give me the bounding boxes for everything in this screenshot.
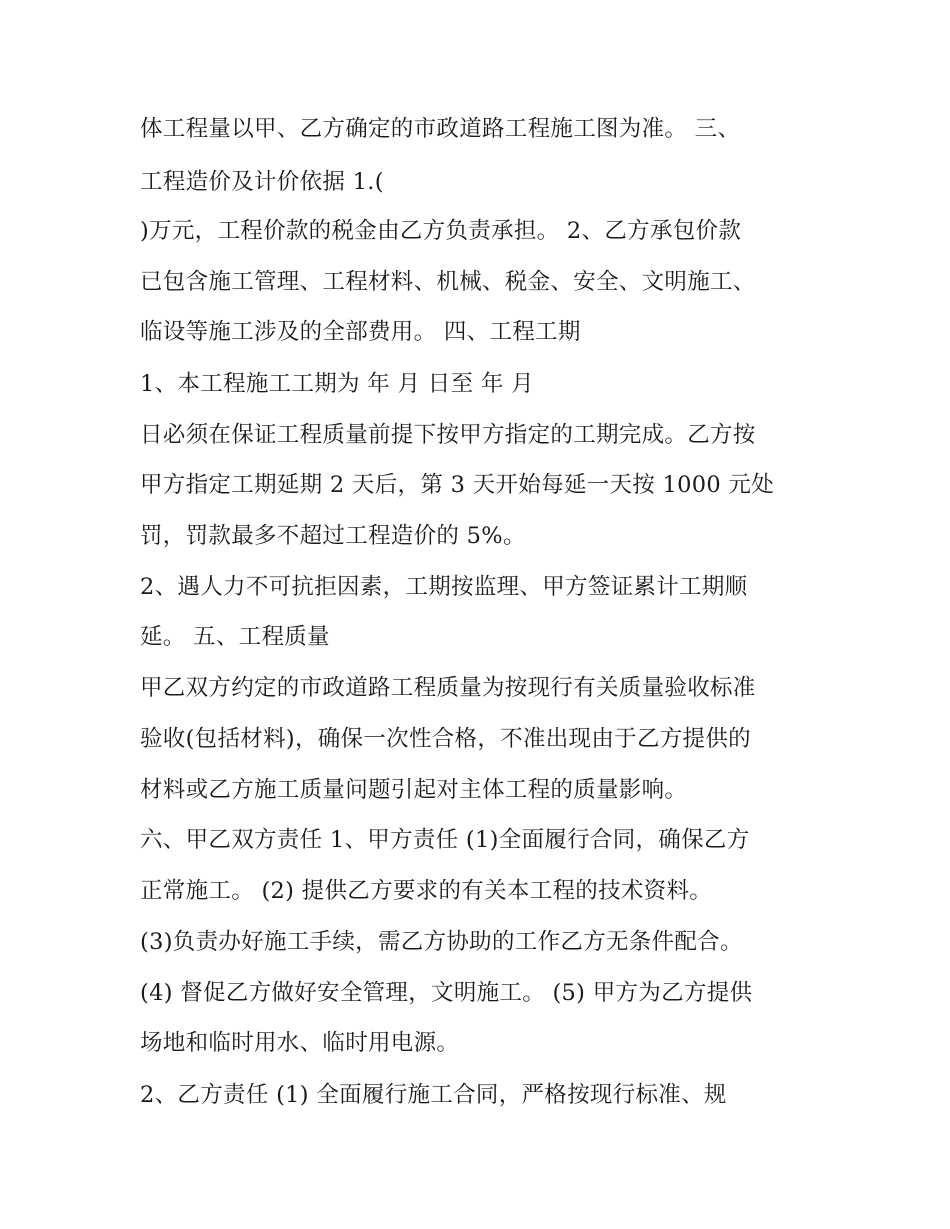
text-line: 1、本工程施工工期为 年 月 日至 年 月 [140,371,534,397]
text-line: 正常施工。 (2) 提供乙方要求的有关本工程的技术资料。 [140,878,713,904]
text-line: 罚，罚款最多不超过工程造价的 5%。 [140,523,526,549]
text-line: 场地和临时用水、临时用电源。 [140,1030,460,1056]
text-line: 2、遇人力不可抗拒因素，工期按监理、甲方签证累计工期顺 [140,574,748,600]
text-line: 材料或乙方施工质量问题引起对主体工程的质量影响。 [140,777,688,803]
text-line: (4) 督促乙方做好安全管理，文明施工。 (5) 甲方为乙方提供 [140,980,753,1006]
text-line: )万元，工程价款的税金由乙方负责承担。 2、乙方承包价款 [140,218,742,244]
text-line: 六、甲乙双方责任 1、甲方责任 (1)全面履行合同，确保乙方 [140,827,750,853]
text-line: 日必须在保证工程质量前提下按甲方指定的工期完成。乙方按 [140,422,756,448]
text-line: 验收(包括材料)，确保一次性合格，不准出现由于乙方提供的 [140,726,751,752]
text-line: 工程造价及计价依据 1.( [140,169,384,195]
text-line: 体工程量以甲、乙方确定的市政道路工程施工图为准。 三、 [140,116,741,142]
text-line: 已包含施工管理、工程材料、机械、税金、安全、文明施工、 [140,269,756,295]
text-line: 延。 五、工程质量 [140,624,330,650]
text-line: 甲方指定工期延期 2 天后，第 3 天开始每延一天按 1000 元处 [140,472,775,498]
text-line: 2、乙方责任 (1) 全面履行施工合同，严格按现行标准、规 [140,1082,727,1108]
text-line: (3)负责办好施工手续，需乙方协助的工作乙方无条件配合。 [140,929,743,955]
text-line: 甲乙双方约定的市政道路工程质量为按现行有关质量验收标准 [140,675,756,701]
text-line: 临设等施工涉及的全部费用。 四、工程工期 [140,319,581,345]
